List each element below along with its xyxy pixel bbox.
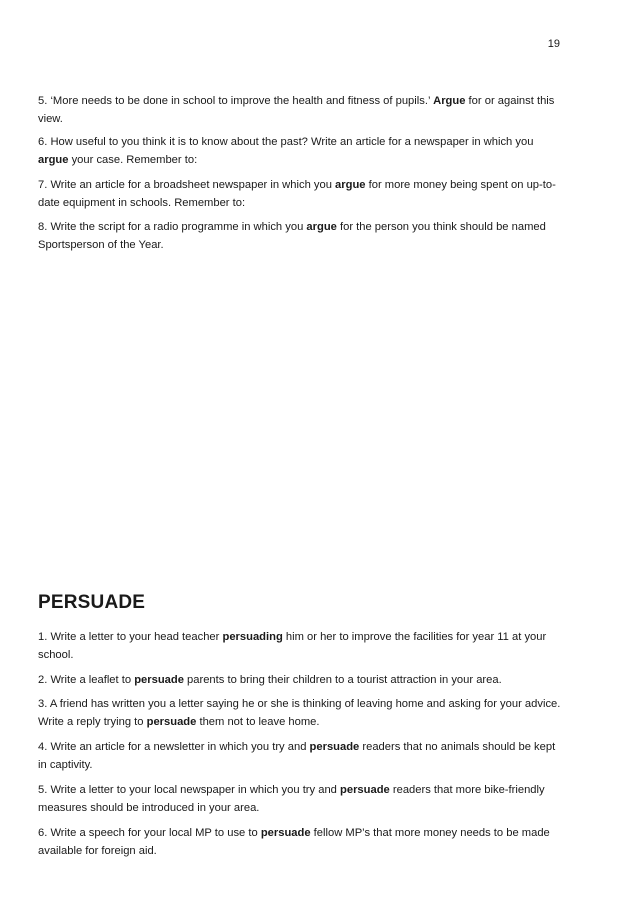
keyword: persuade (340, 784, 390, 796)
argue-item-7 (38, 176, 563, 212)
item-text: 5. ‘More needs to be done in school to improve the health and fitness of pupils.’ (38, 95, 434, 107)
item-text: 5. Write a letter to your local newspaper in which you try and (38, 784, 341, 796)
item-text: readers that more bike-friendly measures should be introduced in your area. (38, 784, 545, 814)
item-text: 6. How useful to you think it is to know about the past? Write an article for a newspaper in which you (38, 136, 534, 148)
item-text: fellow MP’s that more money needs to be made available for foreign aid. (38, 827, 550, 857)
page-number: 19 (547, 38, 560, 50)
persuade-item-2 (38, 671, 563, 689)
item-text: for more money being spent on up-to-date equipment in schools. Remember to: (38, 179, 556, 209)
item-text: your case. Remember to: (68, 154, 198, 166)
item-text: 3. A friend has written you a letter saying he or she is thinking of leaving home and asking for your advice. Write a reply trying to (38, 698, 561, 728)
item-text: 8. Write the script for a radio programme in which you (38, 221, 307, 233)
persuade-item-5 (38, 781, 563, 817)
argue-item-8 (38, 218, 563, 254)
item-text: 6. Write a speech for your local MP to use to (38, 827, 261, 839)
item-text: parents to bring their children to a tourist attraction in your area. (183, 674, 502, 686)
persuade-item-6 (38, 824, 563, 860)
persuade-item-4 (38, 738, 563, 774)
keyword: argue (38, 154, 69, 166)
item-text: 7. Write an article for a broadsheet newspaper in which you (38, 179, 336, 191)
persuade-item-1 (38, 628, 563, 664)
persuade-item-3 (38, 695, 563, 731)
keyword: argue (306, 221, 337, 233)
item-text: for or against this view. (38, 95, 555, 125)
keyword: persuade (146, 716, 197, 728)
item-text: readers that no animals should be kept in captivity. (38, 741, 556, 771)
item-text: 4. Write an article for a newsletter in which you try and (38, 741, 310, 753)
keyword: Argue (433, 95, 466, 107)
persuade-heading: PERSUADE (38, 592, 146, 613)
argue-item-5 (38, 92, 563, 128)
item-text: 2. Write a leaflet to (38, 674, 135, 686)
keyword: persuading (222, 631, 283, 643)
argue-item-6 (38, 133, 563, 169)
keyword: persuade (134, 674, 184, 686)
item-text: 1. Write a letter to your head teacher (38, 631, 223, 643)
keyword: persuade (309, 741, 360, 753)
item-text: them not to leave home. (196, 716, 320, 728)
keyword: persuade (260, 827, 311, 839)
item-text: for the person you think should be named Sportsperson of the Year. (38, 221, 546, 251)
item-text: him or her to improve the facilities for year 11 at your school. (38, 631, 547, 661)
keyword: argue (335, 179, 366, 191)
